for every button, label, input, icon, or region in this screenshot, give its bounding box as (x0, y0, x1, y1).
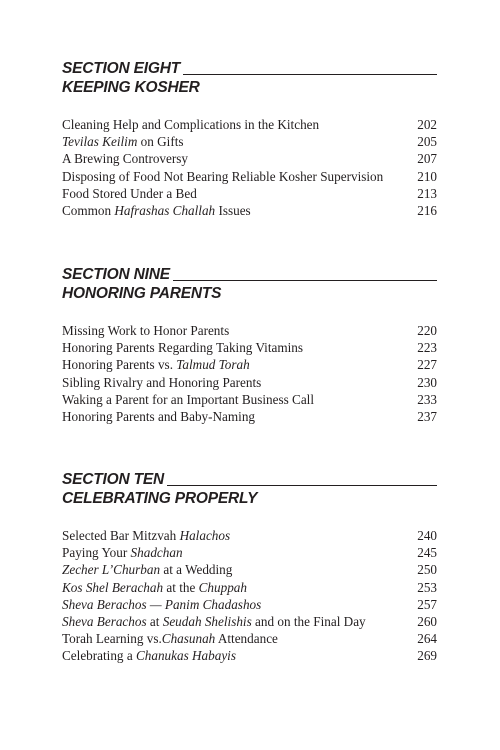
toc-entry (62, 561, 437, 578)
entry-page-number: 237 (417, 409, 437, 425)
entry-page-number: 233 (417, 391, 437, 407)
entry-title (62, 544, 183, 561)
entry-title (62, 339, 303, 356)
entry-page-number: 245 (417, 545, 437, 561)
toc-entry (62, 168, 437, 185)
section-label-line (62, 471, 437, 489)
entry-title-text: Disposing of Food Not Bearing Reliable Kosher Supervision (62, 168, 384, 184)
entry-title-text: Honoring Parents Regarding Taking Vitamins (62, 340, 304, 356)
section-header (62, 266, 437, 306)
entry-page-number: 223 (417, 340, 437, 356)
section-rule (173, 280, 437, 281)
entry-title (62, 150, 188, 167)
toc-entry (62, 185, 437, 202)
entry-title (62, 133, 184, 150)
entry-title-text: Sibling Rivalry and Honoring Parents (62, 374, 262, 390)
entry-title (62, 168, 383, 185)
entry-page-number: 253 (417, 579, 437, 595)
toc-entry (62, 339, 437, 356)
entry-title (62, 356, 250, 373)
section-label-line (62, 266, 437, 284)
entry-page-number: 207 (417, 151, 437, 167)
toc-entry (62, 647, 437, 664)
toc-entry (62, 579, 437, 596)
section-header (62, 60, 437, 100)
entry-page-number: 220 (417, 323, 437, 338)
entry-title-text: Honoring Parents and Baby-Naming (62, 409, 256, 425)
toc-entry (62, 630, 437, 647)
entry-title (62, 596, 261, 613)
entry-title-text: Attendance (215, 631, 278, 647)
toc-entry (62, 613, 437, 630)
entry-title-italic: Shadchan (130, 545, 183, 561)
entry-title-italic: Sheva Berachos — Panim Chadashos (62, 596, 262, 612)
section-label-line (62, 60, 437, 78)
entry-page-number: 210 (417, 168, 437, 184)
toc-entry (62, 202, 437, 219)
section-title: HONORING PARENTS (62, 285, 222, 302)
section-header (62, 471, 437, 511)
entry-page-number: 240 (417, 528, 437, 543)
entry-title (62, 185, 197, 202)
section-nine (62, 266, 437, 425)
entry-title-text: Torah Learning vs. (62, 631, 162, 647)
toc-entry (62, 116, 437, 133)
entry-title-italic: Seudah Shelishis (162, 614, 252, 630)
toc-entries (62, 322, 437, 425)
entry-title-italic: Zecher L’Churban (62, 562, 161, 578)
entry-title-italic: Chanukas Habayis (135, 648, 236, 664)
entry-title-text: Waking a Parent for an Important Business Call (62, 391, 315, 407)
entry-page-number: 269 (417, 648, 437, 664)
toc-entry (62, 408, 437, 425)
entry-page-number: 205 (417, 134, 437, 150)
entry-title-text: at a Wedding (160, 562, 233, 578)
entry-title-text: Cleaning Help and Complications in the Kitchen (62, 117, 320, 132)
entry-title (62, 116, 319, 133)
toc-entry (62, 596, 437, 613)
entry-title-text: Paying Your (62, 545, 131, 561)
entry-title-text: Common (62, 203, 115, 219)
entry-title-text: A Brewing Controversy (62, 151, 189, 167)
section-label: SECTION EIGHT (62, 60, 180, 77)
toc-entries (62, 116, 437, 219)
entry-page-number: 257 (417, 596, 437, 612)
toc-entry (62, 356, 437, 373)
entry-title (62, 630, 278, 647)
toc-entry (62, 133, 437, 150)
toc-entry (62, 391, 437, 408)
toc-entry (62, 322, 437, 339)
entry-title (62, 322, 229, 339)
toc-entry (62, 374, 437, 391)
entry-title-text: Issues (215, 203, 251, 219)
section-rule (183, 74, 437, 75)
entry-page-number: 250 (417, 562, 437, 578)
section-label: SECTION NINE (62, 266, 170, 283)
toc-entry (62, 150, 437, 167)
entry-page-number: 227 (417, 357, 437, 373)
entry-title-text: Honoring Parents vs. (62, 357, 177, 373)
toc-entry (62, 527, 437, 544)
section-label: SECTION TEN (62, 471, 165, 488)
entry-title-italic: Hafrashas Challah (114, 203, 216, 219)
entry-title-text: Missing Work to Honor Parents (62, 323, 230, 338)
entry-title-text: at (146, 614, 163, 630)
entry-title-text: at the (163, 579, 199, 595)
entry-title (62, 202, 251, 219)
entry-title-italic: Tevilas Keilim (62, 134, 138, 150)
entry-page-number: 216 (417, 203, 437, 219)
section-ten (62, 471, 437, 665)
entry-title-italic: Chuppah (198, 579, 247, 595)
entry-page-number: 202 (417, 117, 437, 132)
entry-page-number: 260 (417, 614, 437, 630)
entry-page-number: 213 (417, 185, 437, 201)
section-title: KEEPING KOSHER (62, 79, 200, 96)
entry-title-text: Selected Bar Mitzvah (62, 528, 180, 543)
entry-title-italic: Chasunah (161, 631, 216, 647)
entry-title (62, 647, 236, 664)
entry-title-italic: Kos Shel Berachah (62, 579, 164, 595)
entry-title-italic: Talmud Torah (176, 357, 250, 373)
entry-title (62, 527, 230, 544)
entry-title (62, 613, 366, 630)
section-title: CELEBRATING PROPERLY (62, 490, 258, 507)
section-rule (167, 485, 437, 486)
entry-title (62, 408, 255, 425)
entry-title-italic: Halachos (179, 528, 231, 543)
entry-page-number: 264 (417, 631, 437, 647)
entry-title (62, 561, 232, 578)
entry-title-text: Food Stored Under a Bed (62, 185, 197, 201)
entry-title-text: on Gifts (137, 134, 184, 150)
section-eight (62, 60, 437, 219)
entry-title-text: and on the Final Day (251, 614, 366, 630)
entry-title-italic: Sheva Berachos (62, 614, 147, 630)
toc-entry (62, 544, 437, 561)
toc-entries (62, 527, 437, 665)
entry-title (62, 391, 314, 408)
entry-page-number: 230 (417, 374, 437, 390)
entry-title (62, 374, 261, 391)
entry-title-text: Celebrating a (62, 648, 136, 664)
entry-title (62, 579, 247, 596)
